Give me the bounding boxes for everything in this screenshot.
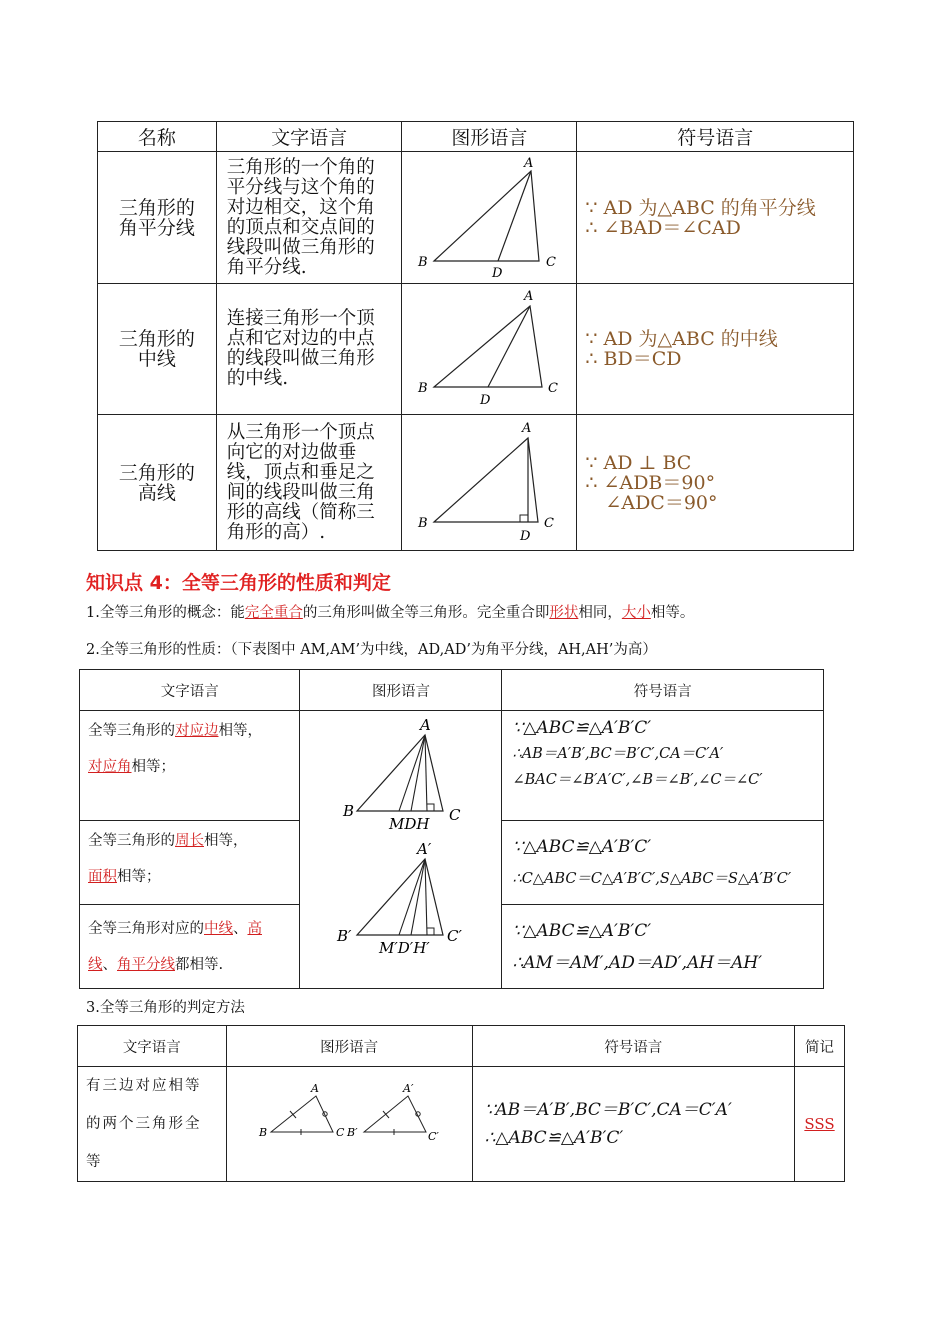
svg-text:B′: B′: [336, 926, 352, 945]
svg-text:B: B: [418, 254, 428, 270]
row-description: 全等三角形的对应边相等， 对应角相等；: [80, 711, 300, 821]
svg-text:C′: C′: [446, 926, 462, 945]
row-name: 三角形的 角平分线: [98, 152, 217, 284]
section-heading: 知识点 4：全等三角形的性质和判定: [86, 572, 391, 594]
svg-text:A: A: [311, 1082, 320, 1095]
svg-text:C: C: [546, 254, 557, 270]
sss-abbreviation: SSS: [804, 1115, 835, 1133]
svg-text:B′: B′: [347, 1126, 358, 1139]
row-symbol: ∵△ABC≌△A′B′C′ ∴AM＝AM′,AD＝AD′,AH＝AH′: [502, 905, 824, 989]
svg-text:A: A: [419, 715, 431, 734]
congruent-triangles-figure: [300, 711, 502, 989]
table-row: [78, 1067, 845, 1182]
abbreviation-cell: [795, 1067, 845, 1182]
blank-answer: 形状: [549, 605, 579, 621]
svg-text:A: A: [524, 155, 534, 171]
svg-text:A′: A′: [416, 839, 432, 858]
row-description: 有三边对应相等 的两个三角形全 等: [78, 1067, 227, 1182]
header-symbol-language: 符号语言: [577, 122, 854, 152]
svg-text:C: C: [448, 805, 461, 824]
header-figure-language: 图形语言: [226, 1026, 472, 1067]
row-description: 三角形的一个角的 平分线与这个角的 对边相交，这个角 的顶点和交点间的 线段叫做三角形的 角平分线.: [216, 152, 402, 284]
table-row: [98, 152, 854, 284]
svg-text:D: D: [520, 529, 531, 544]
row-description: 全等三角形的周长相等， 面积相等；: [80, 821, 300, 905]
svg-text:B: B: [418, 381, 428, 396]
svg-text:B: B: [418, 516, 428, 531]
row-description: 从三角形一个顶点 向它的对边做垂 线，顶点和垂足之 间的线段叫做三角 形的高线（简称三 角形的高）.: [216, 415, 402, 551]
header-symbol-language: 符号语言: [502, 670, 824, 711]
svg-text:M′D′H′: M′D′H′: [378, 938, 430, 957]
svg-text:D: D: [480, 393, 491, 408]
svg-text:C: C: [336, 1126, 345, 1139]
row-description: 全等三角形对应的中线、高 线、角平分线都相等.: [80, 905, 300, 989]
table-row: [98, 415, 854, 551]
svg-text:D: D: [492, 265, 503, 278]
header-text-language: 文字语言: [80, 670, 300, 711]
blank-answer: 完全重合: [244, 605, 303, 621]
row-description: 连接三角形一个顶 点和它对边的中点 的线段叫做三角形 的中线.: [216, 284, 402, 415]
concept-paragraph: 1.全等三角形的概念：能完全重合的三角形叫做全等三角形。完全重合即形状相同，大小相等。: [86, 605, 695, 621]
row-symbol: ∵△ABC≌△A′B′C′ ∴AB＝A′B′,BC＝B′C′,CA＝C′A′ ∠BAC＝∠B′A′C′,∠B＝∠B′,∠C＝∠C′: [502, 711, 824, 821]
svg-text:B: B: [259, 1126, 268, 1139]
congruence-criteria-table: [77, 1025, 845, 1182]
criteria-paragraph: 3.全等三角形的判定方法: [86, 1000, 245, 1016]
svg-text:A′: A′: [403, 1082, 414, 1095]
median-figure: [402, 284, 577, 415]
svg-text:C′: C′: [428, 1130, 440, 1143]
header-text-language: 文字语言: [78, 1026, 227, 1067]
row-symbol: ∵AB＝A′B′,BC＝B′C′,CA＝C′A′ ∴△ABC≌△A′B′C′: [472, 1067, 794, 1182]
row-symbol: ∵△ABC≌△A′B′C′ ∴C△ABC＝C△A′B′C′,S△ABC＝S△A′B′C′: [502, 821, 824, 905]
header-name: 名称: [98, 122, 217, 152]
header-figure-language: 图形语言: [402, 122, 577, 152]
sss-figure: [226, 1067, 472, 1182]
row-symbol: ∵ AD 为△ABC 的中线 ∴ BD＝CD: [577, 284, 854, 415]
svg-text:A: A: [524, 289, 534, 304]
header-abbreviation: 简记: [795, 1026, 845, 1067]
header-figure-language: 图形语言: [300, 670, 502, 711]
row-name: 三角形的 高线: [98, 415, 217, 551]
row-name: 三角形的 中线: [98, 284, 217, 415]
triangle-lines-table: [97, 121, 854, 551]
svg-text:C: C: [548, 381, 559, 396]
row-symbol: ∵ AD ⊥ BC ∴ ∠ADB＝90° ∠ADC＝90°: [577, 415, 854, 551]
blank-answer: 大小: [621, 605, 651, 621]
table-row: [98, 284, 854, 415]
altitude-figure: [402, 415, 577, 551]
header-symbol-language: 符号语言: [472, 1026, 794, 1067]
row-symbol: ∵ AD 为△ABC 的角平分线 ∴ ∠BAD＝∠CAD: [577, 152, 854, 284]
svg-text:B: B: [342, 801, 354, 820]
svg-text:C: C: [544, 516, 555, 531]
congruent-properties-table: [79, 669, 824, 989]
header-text-language: 文字语言: [216, 122, 402, 152]
property-paragraph: 2.全等三角形的性质：（下表图中 AM,AM’为中线，AD,AD’为角平分线，AH,AH’为高）: [86, 642, 657, 658]
angle-bisector-figure: [402, 152, 577, 284]
table-row: [80, 711, 824, 821]
svg-text:MDH: MDH: [388, 814, 430, 833]
svg-text:A: A: [522, 421, 532, 436]
